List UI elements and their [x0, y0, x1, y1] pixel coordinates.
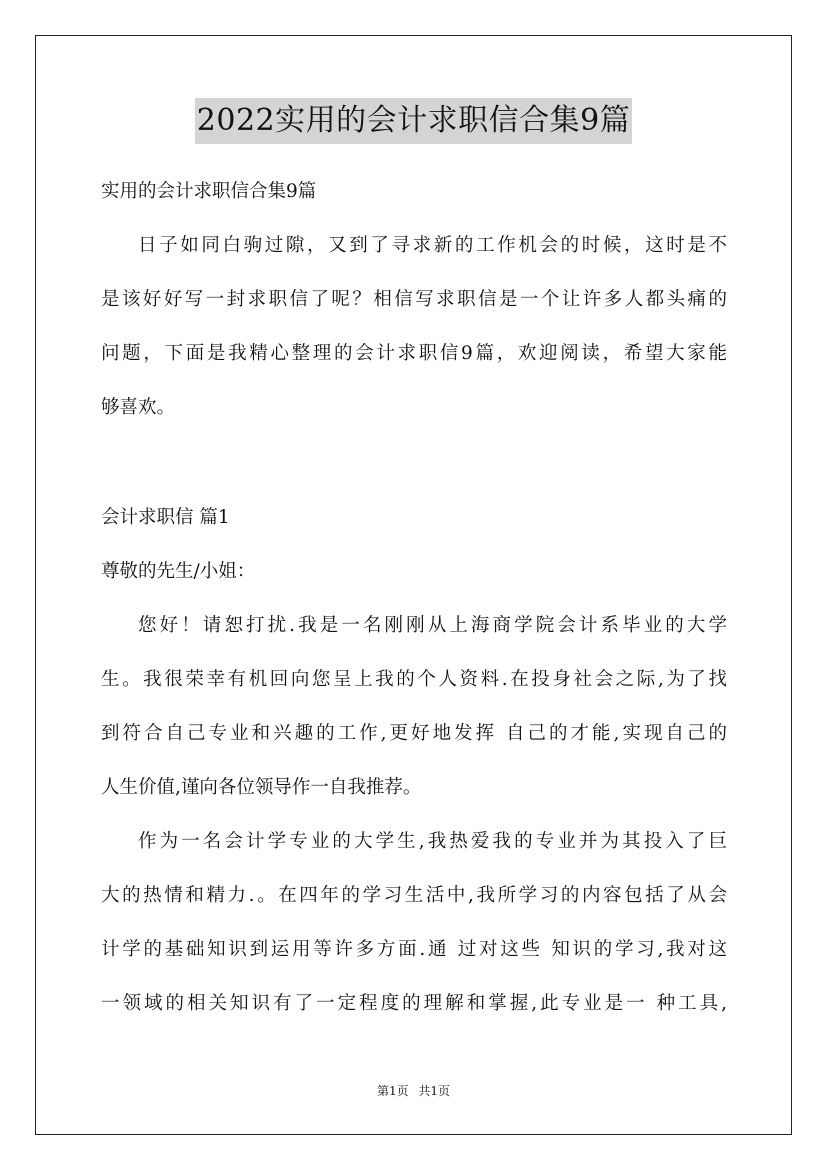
intro-line: 够喜欢。 [101, 397, 176, 418]
paragraph-line: 人生价值,谨向各位领导作一自我推荐。 [101, 777, 422, 798]
intro-line: 是该好好写一封求职信了呢？相信写求职信是一个让许多人都头痛的 [101, 289, 727, 310]
paragraph-line: 作为一名会计学专业的大学生,我热爱我的专业并为其投入了巨 [138, 831, 727, 852]
paragraph-line: 一领域的相关知识有了一定程度的理解和掌握,此专业是一 种工具, [101, 993, 727, 1014]
intro-line: 日子如同白驹过隙，又到了寻求新的工作机会的时候，这时是不 [138, 235, 727, 256]
intro-line: 问题，下面是我精心整理的会计求职信9篇，欢迎阅读，希望大家能 [101, 343, 727, 364]
document-body [101, 165, 727, 435]
paragraph-line: 您好！请恕打扰.我是一名刚刚从上海商学院会计系毕业的大学 [138, 615, 727, 636]
section-heading: 会计求职信 篇1 [101, 507, 230, 528]
paragraph-line: 到符合自己专业和兴趣的工作,更好地发挥 自己的才能,实现自己的 [101, 723, 727, 744]
page-total: 共1页 [418, 1084, 451, 1098]
paragraph-line: 计学的基础知识到运用等许多方面.通 过对这些 知识的学习,我对这 [101, 939, 727, 960]
document-title: 2022实用的会计求职信合集9篇 [195, 98, 632, 144]
letter-body [101, 491, 727, 1031]
paragraph-line: 生。我很荣幸有机回向您呈上我的个人资料.在投身社会之际,为了找 [101, 669, 727, 690]
salutation: 尊敬的先生/小姐： [101, 561, 256, 582]
page-number: 第1页 [376, 1084, 409, 1098]
title-container [0, 98, 827, 144]
paragraph-line: 大的热情和精力.。在四年的学习生活中,我所学习的内容包括了从会 [101, 885, 727, 906]
subtitle: 实用的会计求职信合集9篇 [101, 181, 317, 202]
page-footer [0, 1082, 827, 1099]
